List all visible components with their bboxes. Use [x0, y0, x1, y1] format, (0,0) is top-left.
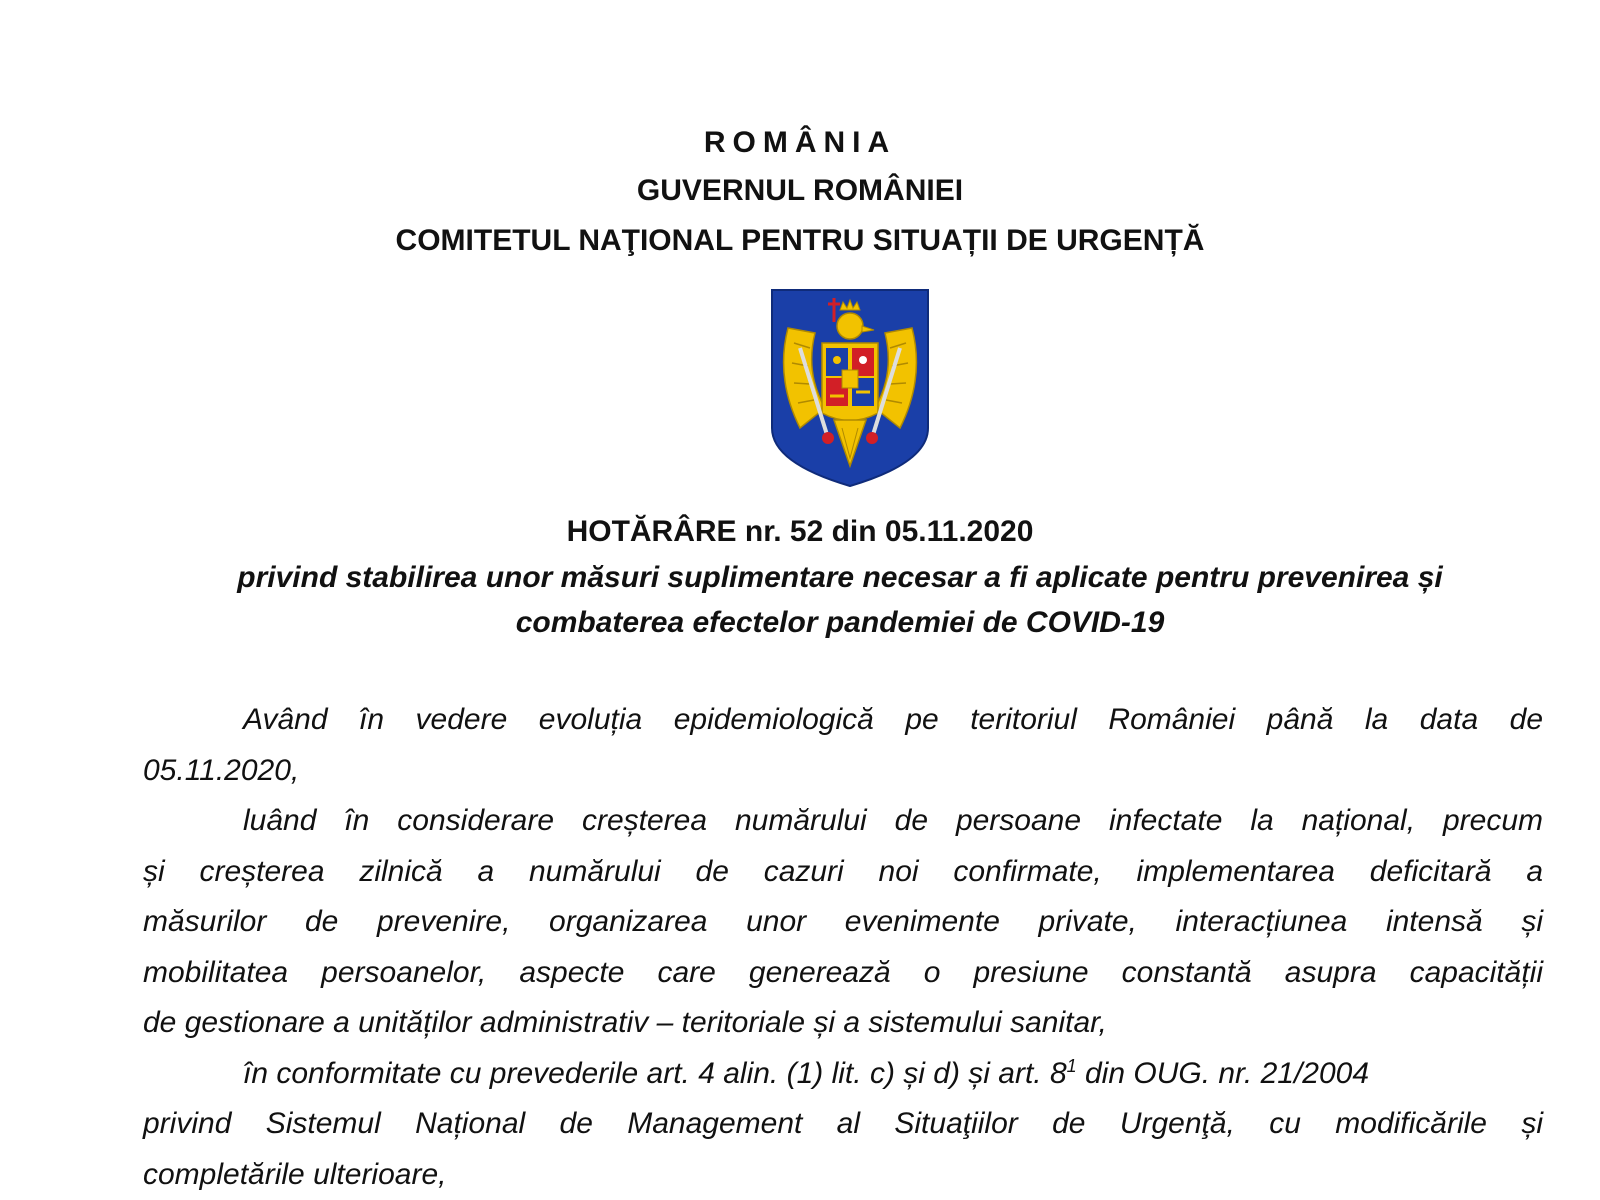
body-line: Având în vedere evoluția epidemiologică pe teritoriul României până la data de — [243, 703, 1543, 736]
romania-coat-of-arms-icon — [770, 288, 930, 488]
decision-body — [143, 695, 1543, 1200]
body-line: luând în considerare creșterea numărului de persoane infectate la național, precum — [243, 804, 1543, 837]
government-heading: GUVERNUL ROMÂNIEI — [636, 174, 964, 207]
country-heading: ROMÂNIA — [703, 126, 897, 159]
body-line: de gestionare a unităților administrativ – teritoriale și a sistemului sanitar, — [143, 1006, 1107, 1039]
committee-heading: COMITETUL NAŢIONAL PENTRU SITUAȚII DE URGENȚĂ — [395, 224, 1205, 257]
body-line: privind Sistemul Național de Management al Situaţiilor de Urgenţă, cu modificările și — [143, 1107, 1543, 1140]
legal-ref-text: din OUG. nr. 21/2004 — [1076, 1056, 1370, 1090]
decision-subject — [140, 555, 1540, 645]
decision-subject-line: combaterea efectelor pandemiei de COVID-19 — [515, 606, 1165, 639]
body-line: 05.11.2020, — [143, 753, 300, 787]
legal-ref-text: în conformitate cu prevederile art. 4 alin. (1) lit. c) și d) și art. 8 — [243, 1056, 1067, 1090]
body-line: măsurilor de prevenire, organizarea unor evenimente private, interacțiunea intensă și — [143, 905, 1543, 938]
decision-subject-line: privind stabilirea unor măsuri suplimentare necesar a fi aplicate pentru prevenirea și — [237, 561, 1443, 594]
superscript: 1 — [1066, 1055, 1077, 1076]
body-line: mobilitatea persoanelor, aspecte care generează o presiune constantă asupra capacității — [143, 955, 1543, 989]
decision-title: HOTĂRÂRE nr. 52 din 05.11.2020 — [566, 515, 1034, 548]
body-line-legal-reference — [143, 1049, 1543, 1100]
body-line: completările ulterioare, — [143, 1157, 447, 1191]
body-line: și creșterea zilnică a numărului de cazuri noi confirmate, implementarea deficitară a — [143, 854, 1543, 888]
